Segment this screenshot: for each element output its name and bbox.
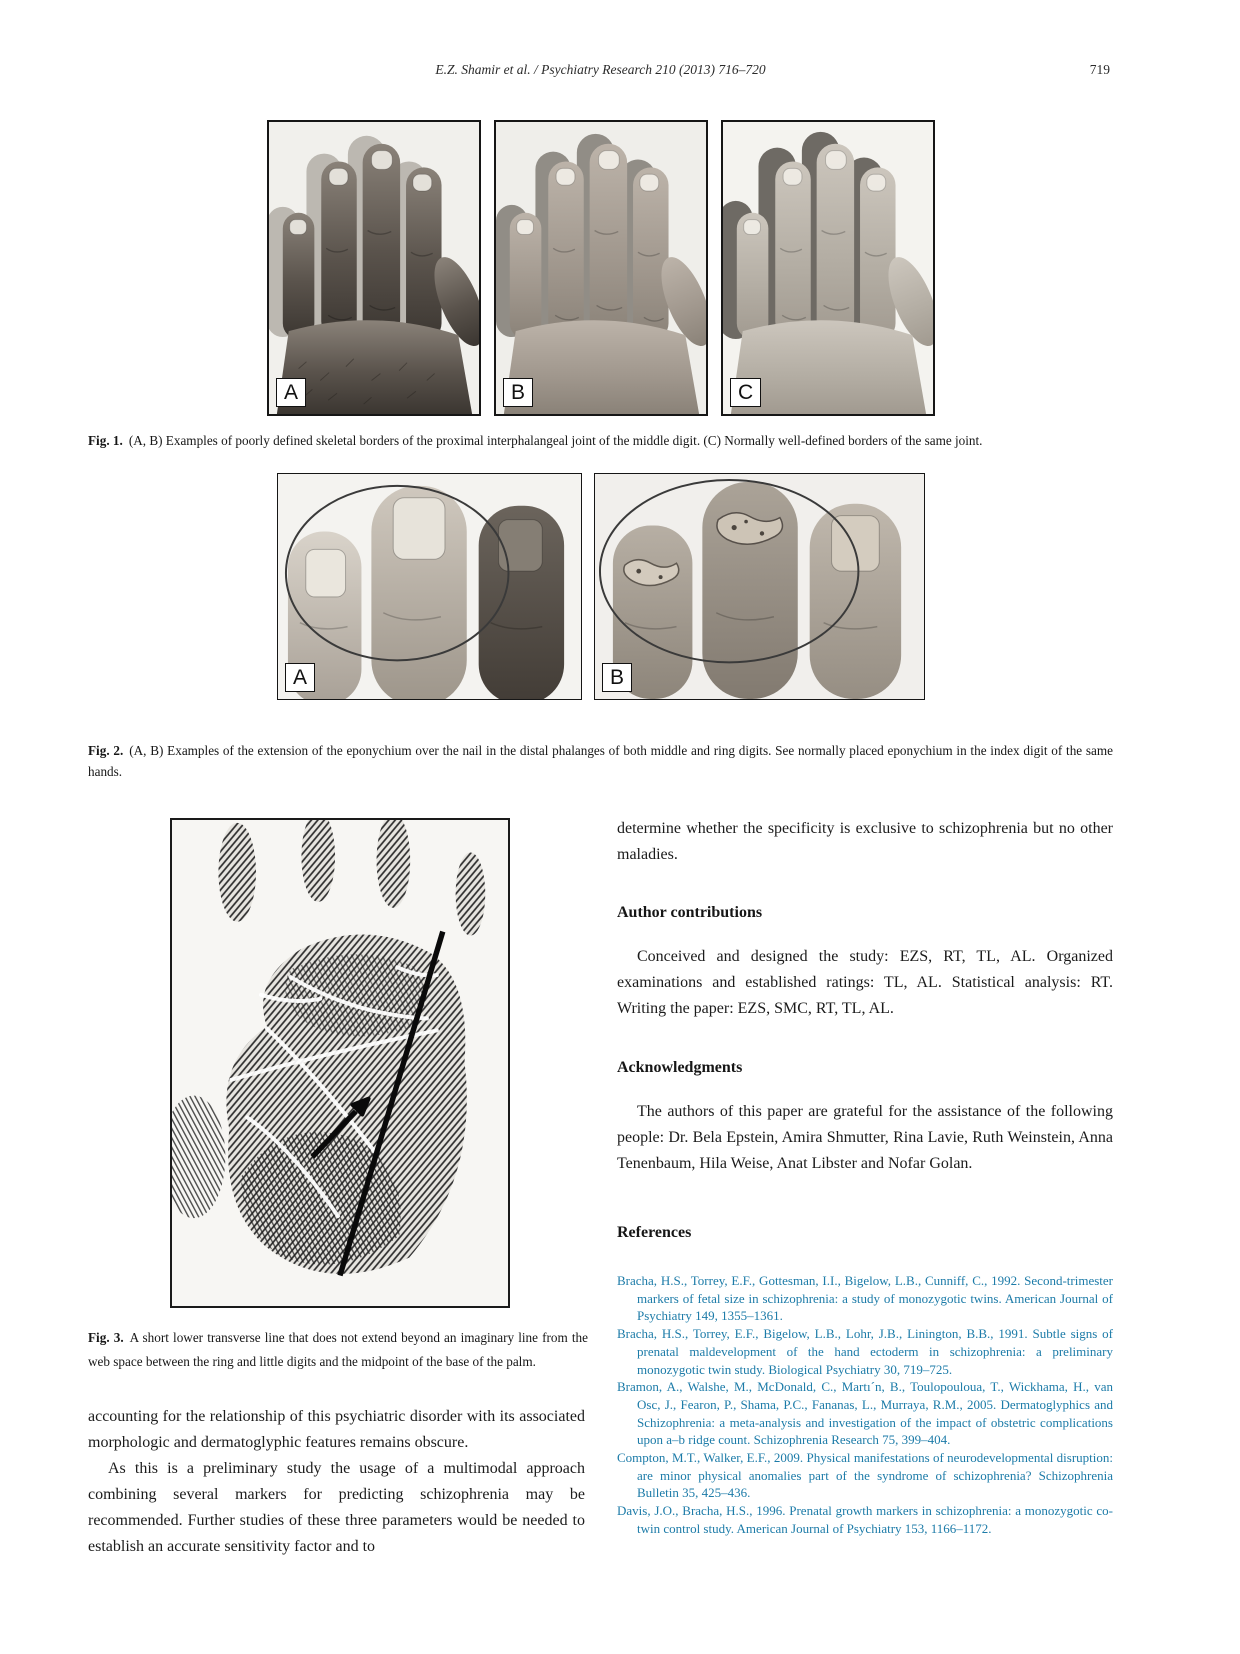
paragraph-continuation: accounting for the relationship of this psychiatric disorder with its associated morphologic and dermatoglyphic features remains obscure. xyxy=(88,1408,585,1451)
figure1-panels xyxy=(267,120,935,416)
paragraph-preliminary-study: As this is a preliminary study the usage of a multimodal approach combining several markers for predicting schizophrenia may be recommended. Further studies of these three parameters would be needed to establish an accurate sensitivity factor and to xyxy=(88,1460,585,1555)
figure2-caption-label: Fig. 2. xyxy=(88,743,124,758)
author-contributions-heading: Author contributions xyxy=(617,904,763,921)
figure3-palmprint xyxy=(170,818,510,1308)
figure1-caption-text: (A, B) Examples of poorly defined skeletal borders of the proximal interphalangeal joint of the middle digit. (C) Normally well-defined borders of the same joint. xyxy=(128,433,983,448)
figure2-caption-text: (A, B) Examples of the extension of the eponychium over the nail in the distal phalanges of both middle and ring digits. See normally placed eponychium in the index digit of the same hands. xyxy=(88,743,1113,779)
figure2-caption xyxy=(88,740,1113,782)
figure1-label-a: A xyxy=(276,378,306,407)
left-column-text xyxy=(88,1404,585,1560)
figure1-caption-label: Fig. 1. xyxy=(88,433,123,448)
figure1-caption xyxy=(88,430,1113,451)
paragraph-determine-specificity: determine whether the specificity is exclusive to schizophrenia but no other maladies. xyxy=(617,820,1113,863)
figure3-caption xyxy=(88,1326,588,1374)
hand-photo-b-illustration xyxy=(496,122,706,414)
acknowledgments-heading: Acknowledgments xyxy=(617,1059,743,1076)
fingertips-photo-a-illustration xyxy=(278,474,581,699)
reference-item: Compton, M.T., Walker, E.F., 2009. Physical manifestations of neurodevelopmental disruption: are minor physical anomalies part of the syndrome of schizophrenia? Schizophrenia Bulletin 35, 425–436. xyxy=(617,1450,1113,1501)
author-contributions-body: Conceived and designed the study: EZS, RT, TL, AL. Organized examinations and established ratings: TL, AL. Statistical analysis: RT. Writing the paper: EZS, SMC, RT, TL, AL. xyxy=(617,948,1113,1017)
figure3-caption-text: A short lower transverse line that does not extend beyond an imaginary line from the web space between the ring and little digits and the midpoint of the base of the palm. xyxy=(88,1330,588,1369)
running-head-citation: E.Z. Shamir et al. / Psychiatry Research 210 (2013) 716–720 xyxy=(435,62,766,77)
page-number: 719 xyxy=(1089,62,1110,77)
reference-item: Davis, J.O., Bracha, H.S., 1996. Prenatal growth markers in schizophrenia: a monozygotic co-twin control study. American Journal of Psychiatry 153, 1166–1172. xyxy=(617,1503,1113,1536)
figure1-panel-b xyxy=(494,120,708,416)
figure1-label-c: C xyxy=(730,378,761,407)
reference-item: Bracha, H.S., Torrey, E.F., Bigelow, L.B., Lohr, J.B., Linington, B.B., 1991. Subtle signs of prenatal maldevelopment of the hand ectoderm in schizophrenia: a preliminary monozygotic twin study. Biological Psychiatry 30, 719–725. xyxy=(617,1326,1113,1377)
hand-photo-a-illustration xyxy=(269,122,479,414)
figure2-panel-b xyxy=(594,473,925,700)
references-list xyxy=(617,1272,1113,1538)
reference-item: Bramon, A., Walshe, M., McDonald, C., Martı´n, B., Toulopouloua, T., Wickhama, H., van Osc, J., Fearon, P., Shama, P.C., Fananas, L., Murraya, R.M., 2005. Dermatoglyphics and Schizophrenia: a meta-analysis and investigation of the impact of obstetric complications upon a–b ridge count. Schizophrenia Research 75, 399–404. xyxy=(617,1379,1113,1448)
fingertips-photo-b-illustration xyxy=(595,474,924,699)
hand-photo-c-illustration xyxy=(723,122,933,414)
references-heading: References xyxy=(617,1224,692,1241)
figure2-label-a: A xyxy=(285,663,315,692)
reference-item: Bracha, H.S., Torrey, E.F., Gottesman, I.I., Bigelow, L.B., Cunniff, C., 1992. Second-trimester markers of fetal size in schizophrenia: a study of monozygotic twins. American Journal of Psychiatry 149, 1355–1361. xyxy=(617,1273,1113,1324)
palm-print-illustration xyxy=(172,820,508,1306)
figure1-panel-a xyxy=(267,120,481,416)
acknowledgments-body: The authors of this paper are grateful for the assistance of the following people: Dr. Bela Epstein, Amira Shmutter, Rina Lavie, Ruth Weinstein, Anna Tenenbaum, Hila Weise, Anat Libster and Nofar Golan. xyxy=(617,1103,1113,1172)
figure3-caption-label: Fig. 3. xyxy=(88,1330,124,1345)
figure1-panel-c xyxy=(721,120,935,416)
figure1-label-b: B xyxy=(503,378,533,407)
figure2-panel-a xyxy=(277,473,582,700)
figure2-label-b: B xyxy=(602,663,632,692)
